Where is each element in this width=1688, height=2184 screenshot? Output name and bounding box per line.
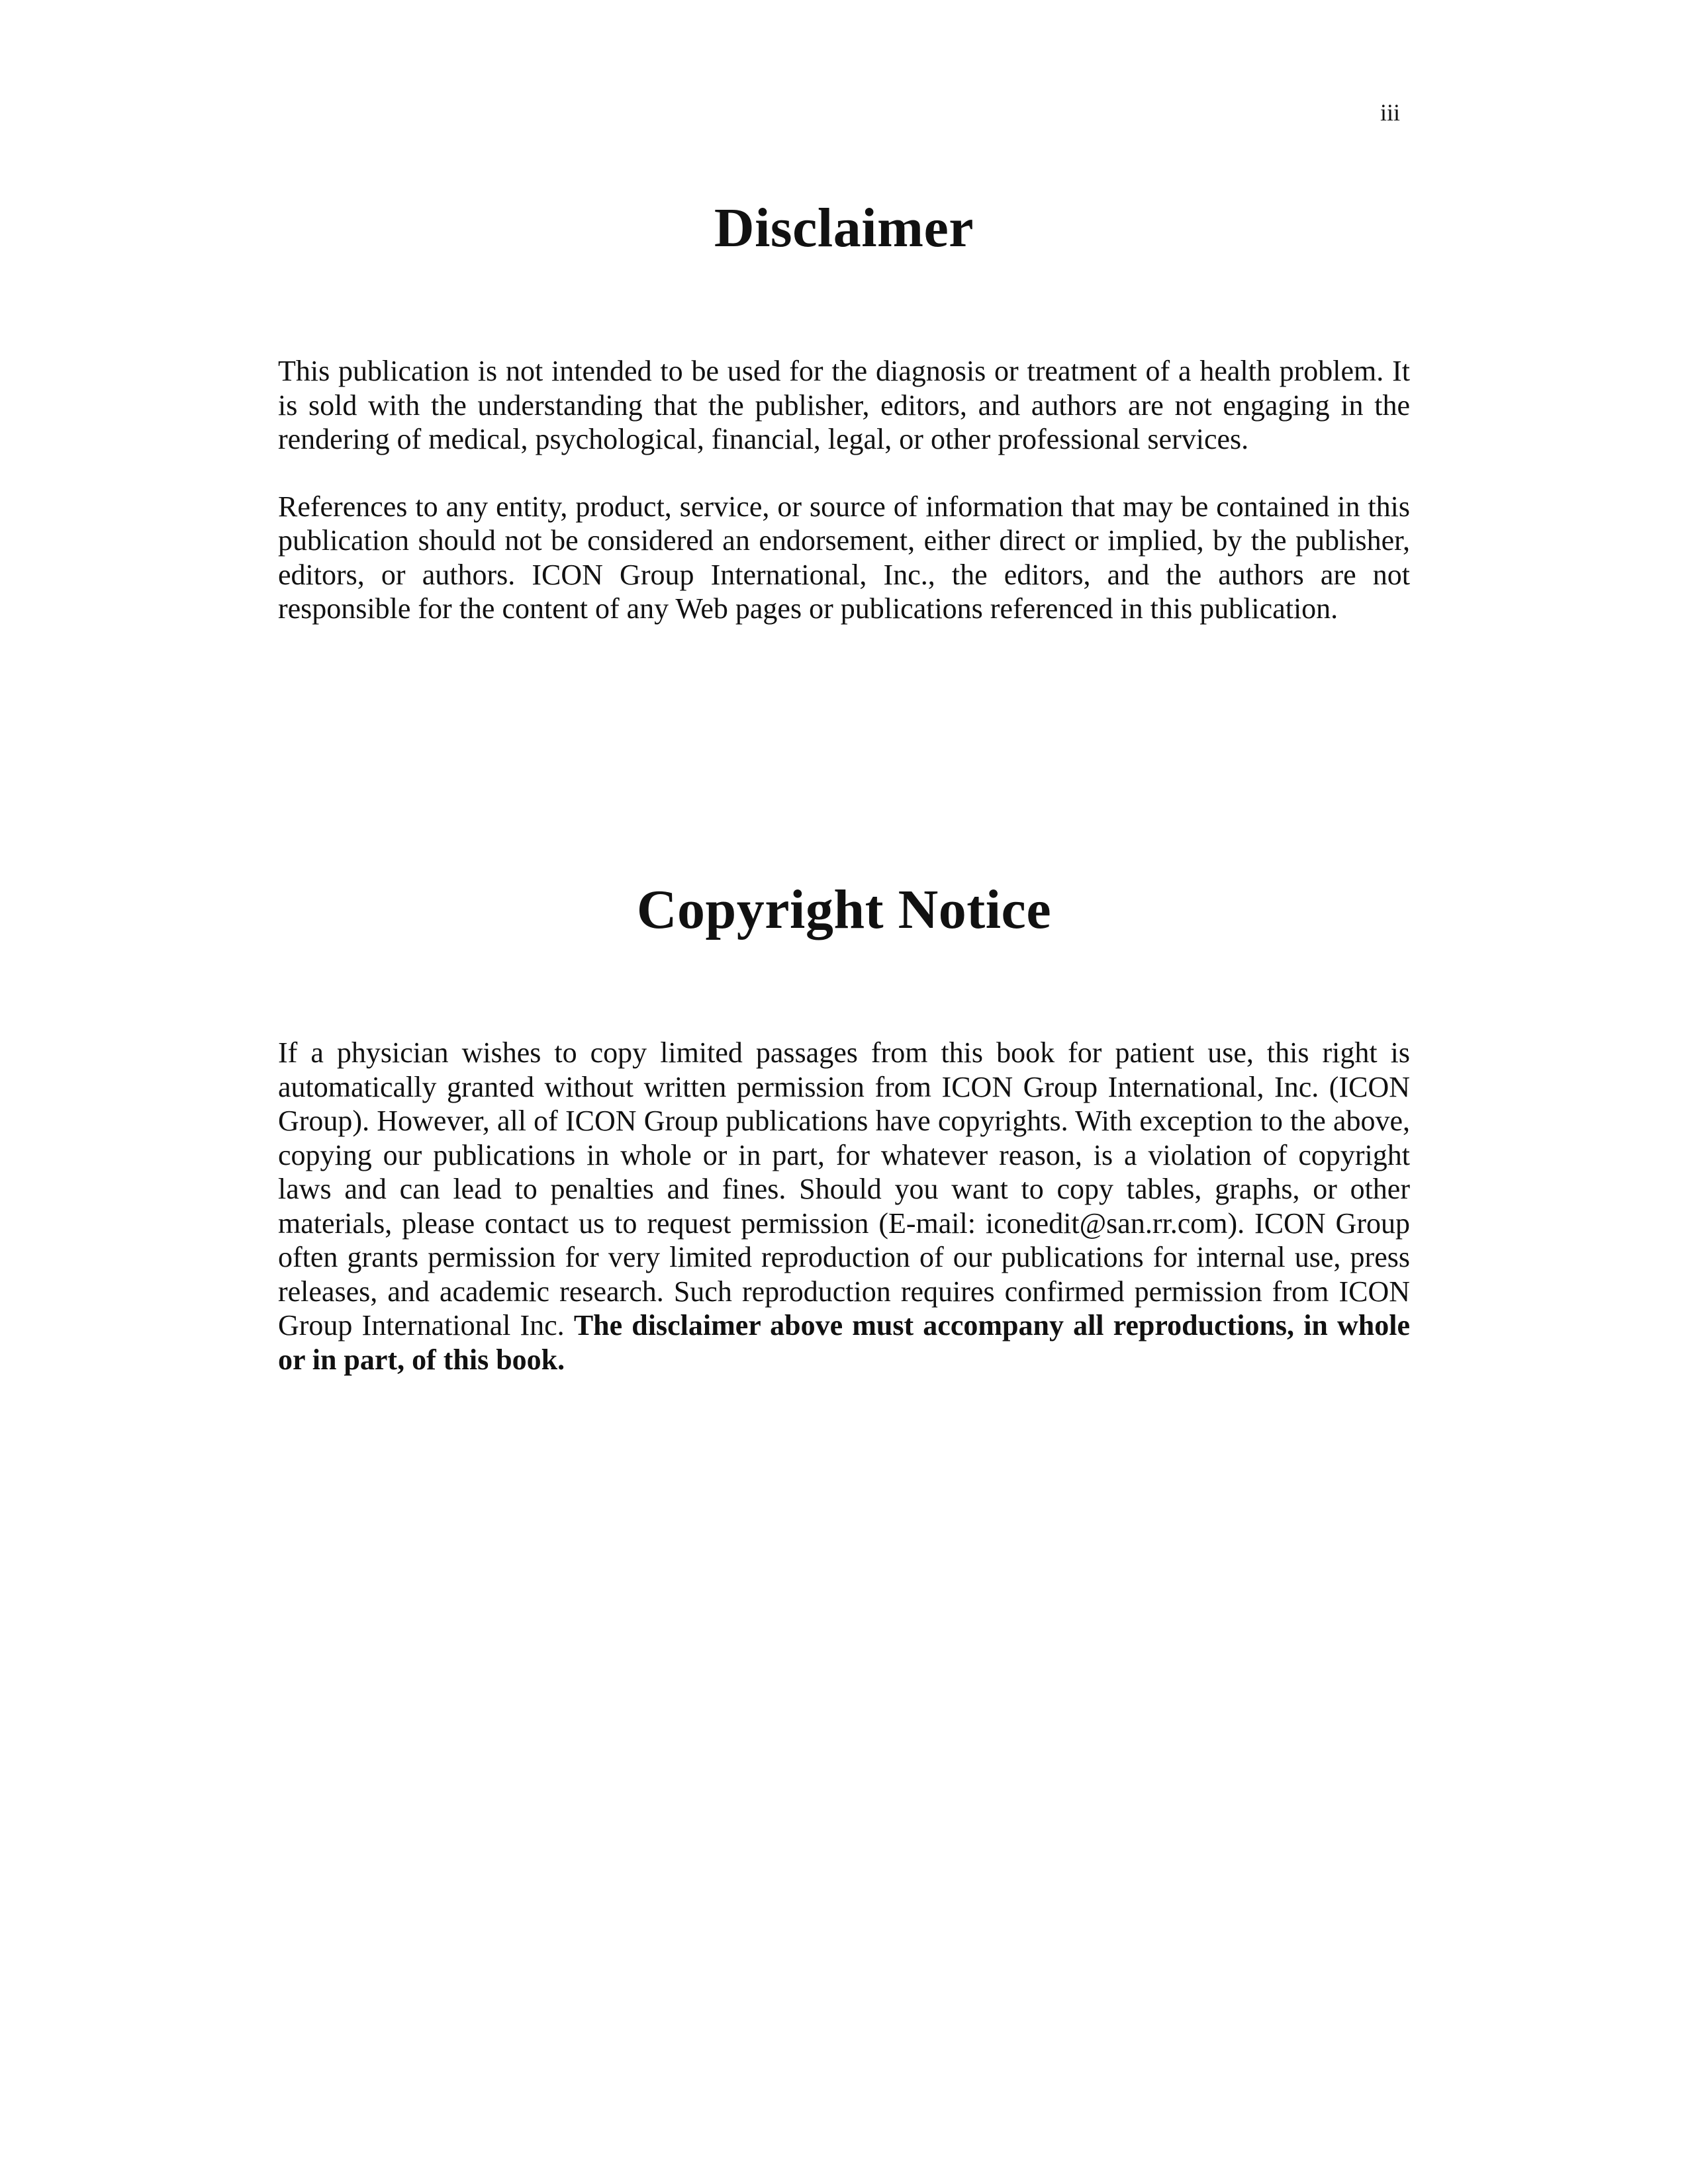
copyright-paragraph [278, 1036, 1410, 1377]
page-number: iii [1380, 99, 1400, 126]
copyright-bold-statement: The disclaimer above must accompany all reproductions, in whole or in part, of this book. [278, 1309, 1411, 1376]
copyright-body-text: If a physician wishes to copy limited passages from this book for patient use, this right is automatically granted without written permission from ICON Group International, Inc. (ICON Group). However, all of ICON Group publications have copyrights. With exception to the above, copying our publications in whole or in part, for whatever reason, is a violation of copyright laws and can lead to penalties and fines. Should you want to copy tables, graphs, or other materials, please contact us to request permission (E-mail: iconedit@san.rr.com). ICON Group often grants permission for very limited reproduction of our publications for internal use, press releases, and academic research. Such reproduction requires confirmed permission from ICON Group International Inc. [278, 1036, 1410, 1342]
copyright-section [278, 877, 1410, 1377]
disclaimer-paragraph-2: References to any entity, product, service, or source of information that may be contained in this publication should not be considered an endorsement, either direct or implied, by the publisher, editors, or authors. ICON Group International, Inc., the editors, and the authors are not responsible for the content of any Web pages or publications referenced in this publication. [278, 490, 1410, 625]
disclaimer-paragraph-1: This publication is not intended to be used for the diagnosis or treatment of a health problem. It is sold with the understanding that the publisher, editors, and authors are not engaging in the rendering of medical, psychological, financial, legal, or other professional services. [278, 355, 1410, 455]
disclaimer-heading: Disclaimer [714, 197, 974, 259]
copyright-heading: Copyright Notice [636, 879, 1052, 940]
disclaimer-section [278, 195, 1410, 626]
